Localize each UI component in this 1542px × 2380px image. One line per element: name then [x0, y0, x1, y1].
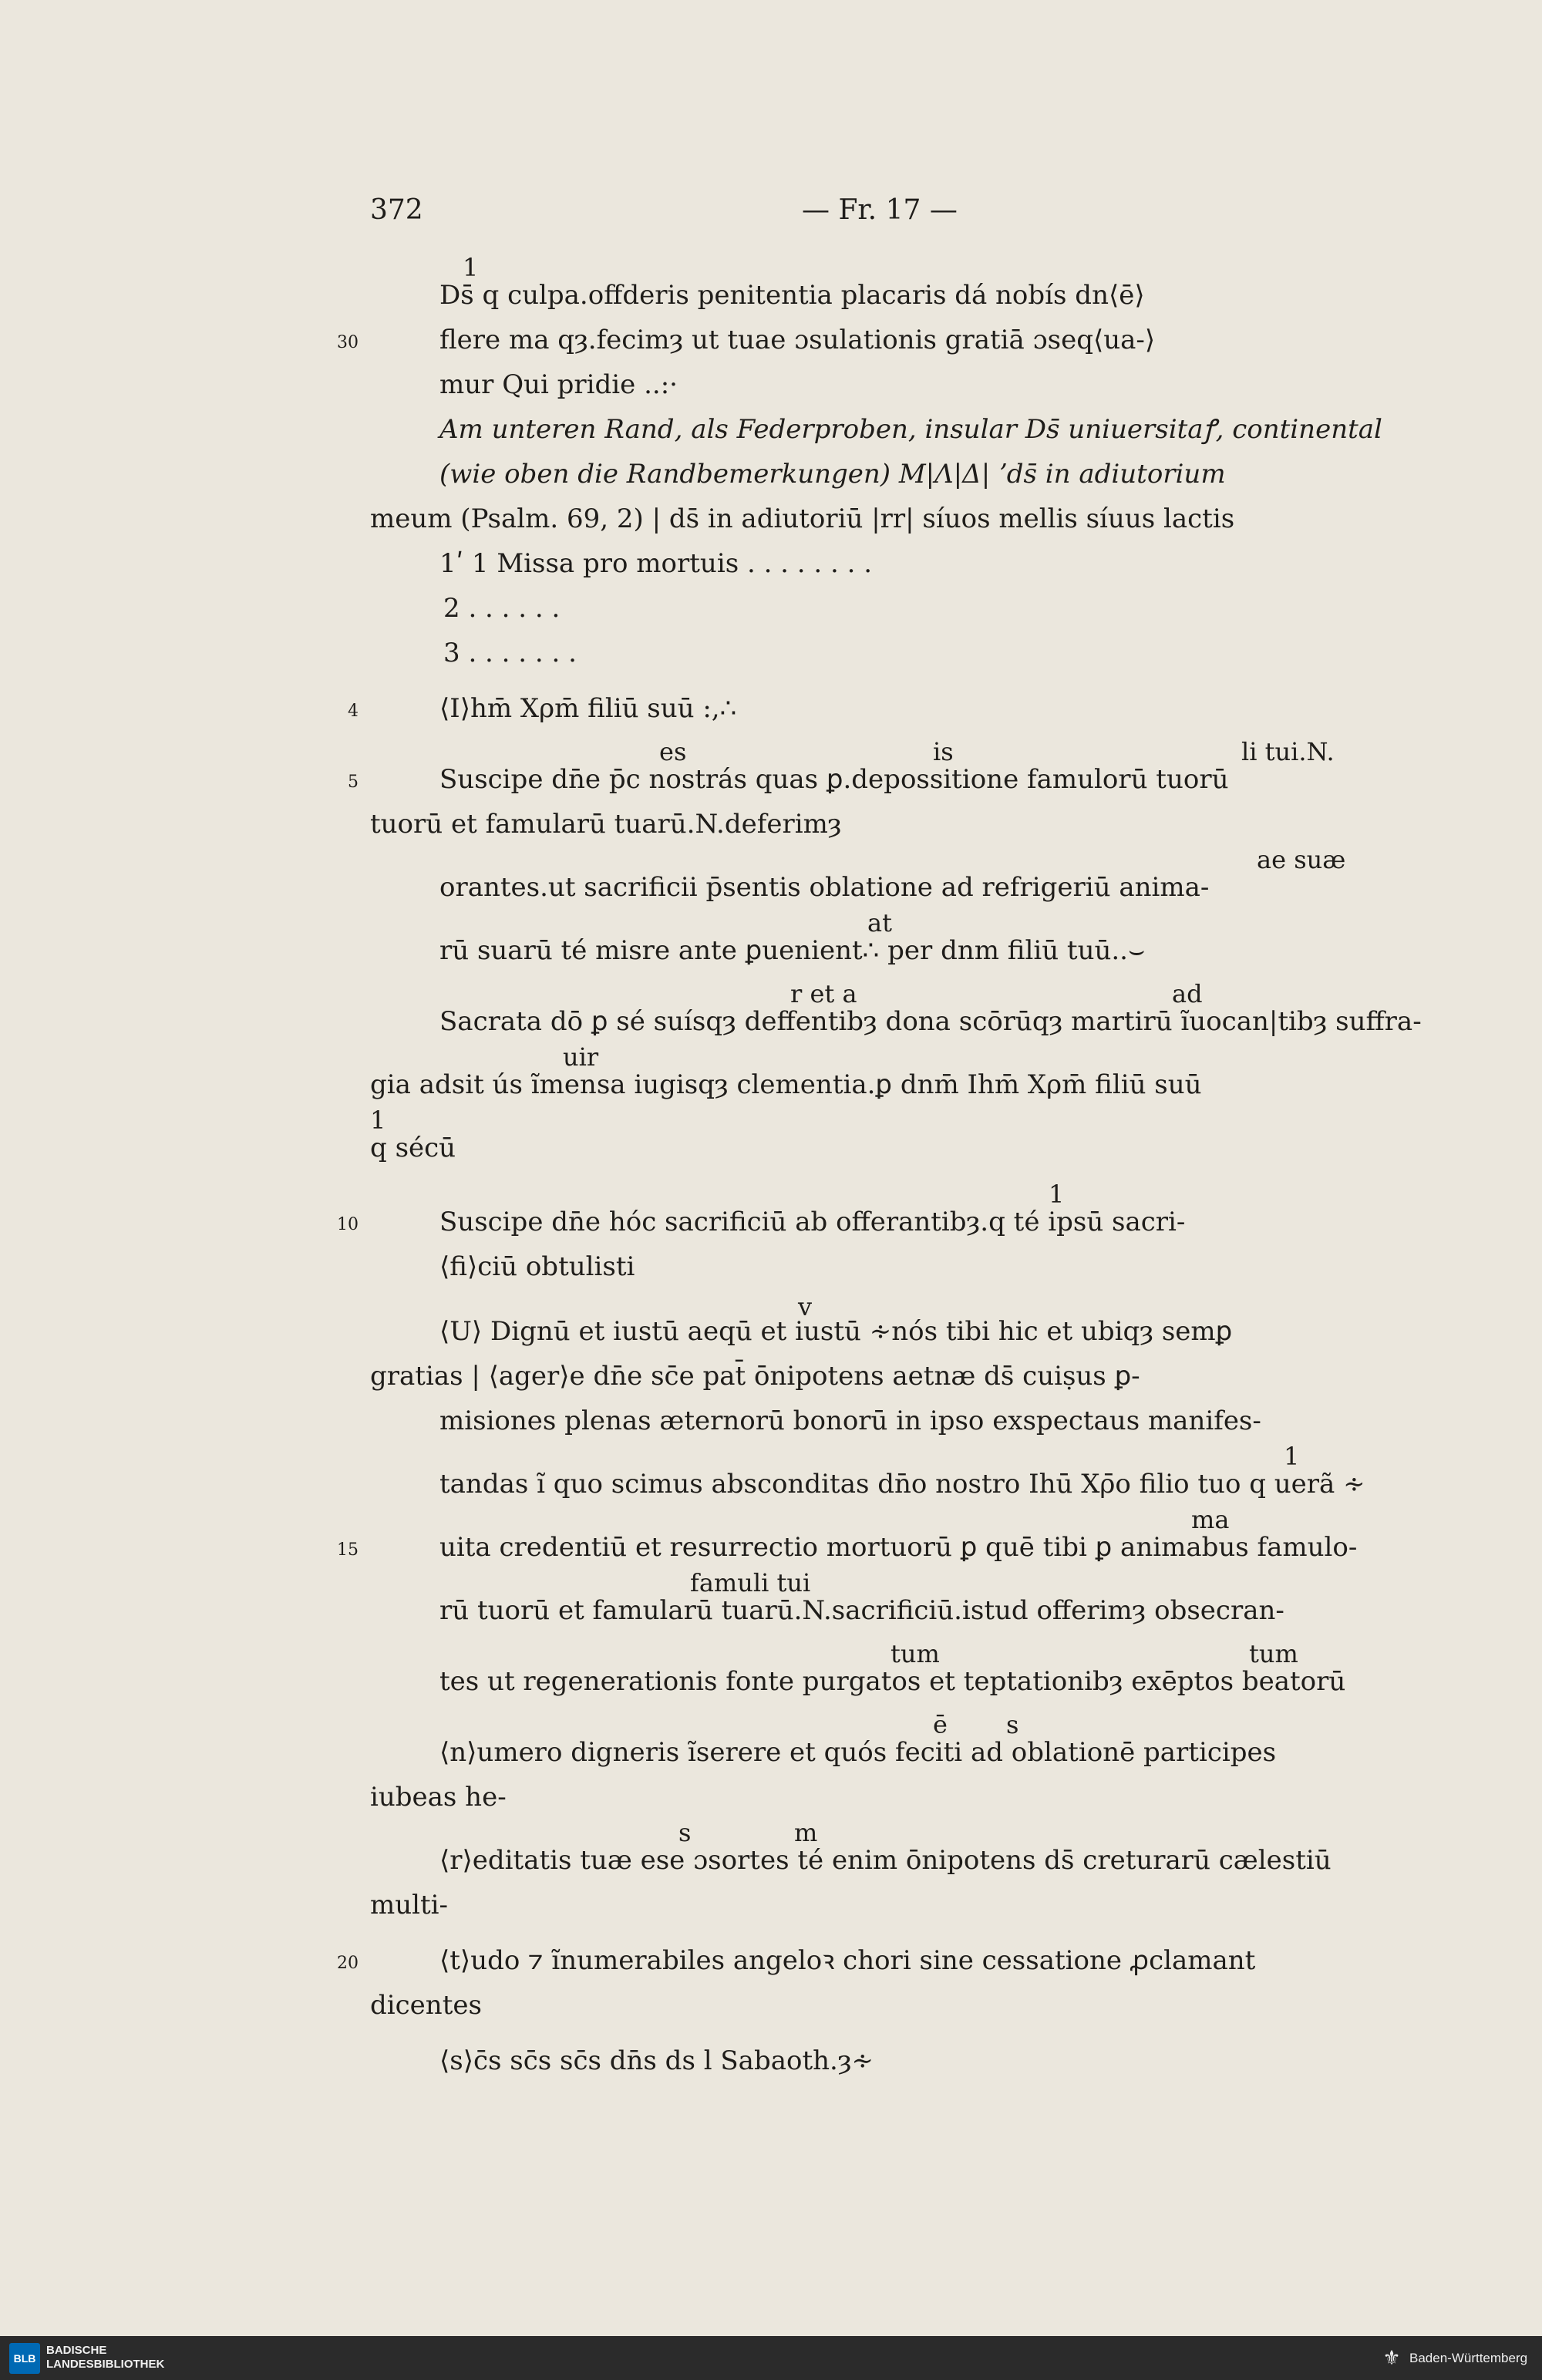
line-text: gratias | ⟨ager⟩e dn̄e sc̄e pat̄ ōnipotens aetnæ ds̄ cuiṣus ꝑ- — [370, 1361, 1140, 1392]
text-line — [370, 1244, 1407, 1289]
text-line — [370, 802, 1407, 847]
line-text: mur Qui pridie ..:· — [439, 369, 678, 400]
superscript: is — [933, 737, 954, 766]
text-line — [370, 1462, 1407, 1506]
superscript: ma — [1191, 1505, 1230, 1534]
line-number: 15 — [337, 1540, 359, 1560]
line-text: rū tuorū et famularū tuarū.N.sacrificiū.istud offerimȝ obsecran- — [439, 1595, 1284, 1626]
superscript: at — [867, 908, 892, 938]
line-text: meum (Psalm. 69, 2) | ds̄ in adiutoriū |rr| síuos mellis síuus lactis — [370, 503, 1235, 534]
line-text: tes ut regenerationis fonte purgatos et teptationibȝ exēptos beatorū — [439, 1666, 1346, 1697]
line-number: 4 — [348, 702, 359, 721]
line-text: Am unteren Rand, als Federproben, insular Ds̄ uniuersitaꝭ, continental (wie oben die Randbemerkungen) M|Λ|Δ| ʼds̄ in adiutorium — [439, 414, 1382, 490]
text-line — [337, 1200, 1407, 1244]
line-text: dicentes — [370, 1990, 482, 2021]
text-line — [370, 1983, 1407, 2028]
page-header — [370, 194, 1403, 233]
text-line — [337, 1525, 1407, 1570]
line-text: Suscipe dn̄e hóc sacrificiū ab offerantibȝ.q té ipsū sacri- — [439, 1207, 1186, 1237]
superscript: ae suæ — [1257, 845, 1346, 874]
line-text: iubeas he- — [370, 1782, 507, 1813]
line-text: Suscipe dn̄e p̄c nostrás quas ꝑ.depossitione famulorū tuorū — [439, 764, 1229, 795]
line-text: ⟨s⟩c̄s sc̄s sc̄s dn̄s ds l Sabaoth.ȝ∻ — [439, 2045, 874, 2076]
text-line — [348, 686, 1407, 731]
text-line — [337, 1938, 1407, 1983]
text-line — [370, 586, 1407, 631]
superscript: es — [659, 737, 687, 766]
line-text: tuorū et famularū tuarū.N.deferimȝ — [370, 809, 842, 840]
superscript: ē — [933, 1710, 948, 1739]
line-text: ⟨I⟩hm̄ Xρm̄ filiū suū :,∴ — [439, 693, 737, 724]
line-number: 30 — [337, 333, 359, 352]
text-line — [337, 318, 1407, 362]
superscript: m — [794, 1818, 818, 1847]
line-text: 3 . . . . . . . — [443, 638, 577, 668]
line-number: 5 — [348, 773, 359, 792]
superscript: ad — [1172, 979, 1203, 1008]
text-line — [370, 1775, 1407, 1820]
superscript: r et a — [790, 979, 857, 1008]
superscript: famuli tui — [690, 1568, 811, 1597]
library-name — [46, 2344, 164, 2372]
superscript: 1 — [1049, 1180, 1065, 1209]
text-line — [370, 1588, 1407, 1633]
superscript: s — [678, 1818, 692, 1847]
text-line — [370, 865, 1407, 910]
text-line — [370, 1659, 1407, 1704]
line-text: flere ma qȝ.fecimȝ ut tuae ɔsulationis gratiā ɔseq⟨ua-⟩ — [439, 325, 1156, 355]
text-line — [370, 273, 1407, 318]
line-text: q sécū — [370, 1133, 456, 1163]
line-text: Ds̄ q culpa.offderis penitentia placaris dá nobís dn⟨ē⟩ — [439, 280, 1145, 311]
library-name-line: LANDESBIBLIOTHEK — [46, 2358, 165, 2371]
line-text: 1ʹ 1 Missa pro mortuis . . . . . . . . — [439, 548, 873, 579]
text-line — [370, 1126, 1407, 1170]
line-text: multi- — [370, 1890, 449, 1920]
text-line — [370, 362, 1407, 407]
line-text: uita credentiū et resurrectio mortuorū ꝑ quē tibi ꝑ animabus famulo- — [439, 1532, 1358, 1563]
line-text: ⟨U⟩ Dignū et iustū aeqū et iustū ∻nós tibi hic et ubiqȝ semꝑ — [439, 1316, 1233, 1347]
text-line — [370, 541, 1407, 586]
state-crest-icon: ⚜ — [1382, 2347, 1401, 2370]
line-text: ⟨r⟩editatis tuæ ese ɔsortes té enim ōnipotens ds̄ creturarū cælestiū — [439, 1845, 1332, 1876]
superscript: v — [798, 1292, 813, 1321]
text-line — [348, 757, 1407, 802]
line-number: 10 — [337, 1215, 359, 1234]
line-number: 20 — [337, 1954, 359, 1973]
line-text: 2 . . . . . . — [443, 593, 561, 624]
state-name[interactable]: Baden-Württemberg — [1409, 2351, 1528, 2365]
text-line — [370, 1062, 1407, 1107]
edition-text — [337, 253, 1422, 2083]
text-line — [370, 1399, 1407, 1443]
text-line — [370, 631, 1407, 675]
line-text: orantes.ut sacrificii p̄sentis oblatione ad refrigeriū anima- — [439, 872, 1210, 903]
line-text: ⟨n⟩umero digneris ĩserere et quós feciti ad oblationē participes — [439, 1737, 1277, 1768]
superscript: 1 — [370, 1106, 386, 1135]
superscript: tum — [1249, 1639, 1298, 1668]
line-text: ⟨t⟩udo ⁊ ĩnumerabiles angeloꝛ chori sine cessatione ꝓclamant — [439, 1945, 1256, 1976]
text-line — [370, 1883, 1407, 1927]
line-text: tandas ĩ quo scimus absconditas dn̄o nostro Ihū Xρ̄o filio tuo q uerã ∻ — [439, 1469, 1365, 1500]
superscript: 1 — [463, 253, 479, 282]
text-line — [370, 1309, 1407, 1354]
editorial-note — [370, 407, 1407, 497]
line-text: ⟨fi⟩ciū obtulisti — [439, 1251, 635, 1282]
page-number: 372 — [370, 194, 423, 226]
superscript: uir — [563, 1042, 599, 1072]
text-line — [370, 999, 1422, 1044]
text-line — [370, 2038, 1407, 2083]
superscript: s — [1006, 1710, 1019, 1739]
superscript: 1 — [1284, 1442, 1300, 1471]
superscript: tum — [891, 1639, 940, 1668]
line-text: Sacrata dō ꝑ sé suísqȝ deffentibȝ dona scōrūqȝ martirū ĩuocan|tibȝ suffra- — [439, 1006, 1422, 1037]
text-line — [370, 1838, 1407, 1883]
library-name-line: BADISCHE — [46, 2344, 107, 2357]
text-line — [370, 1730, 1407, 1775]
text-line — [370, 928, 1407, 973]
running-title: — Fr. 17 — — [802, 194, 958, 226]
superscript: li tui.N. — [1241, 737, 1335, 766]
text-line — [370, 497, 1407, 541]
viewer-footer — [0, 2336, 1542, 2380]
line-text: gia adsit ús ĩmensa iugisqȝ clementia.ꝑ dnm̄ Ihm̄ Xρm̄ filiū suū — [370, 1069, 1202, 1100]
line-text: rū suarū té misre ante ꝑuenient∴ per dnm filiū tuū..⌣ — [439, 935, 1146, 966]
text-line — [370, 1354, 1407, 1399]
blb-logo[interactable]: BLB — [9, 2343, 40, 2374]
line-text: misiones plenas æternorū bonorū in ipso exspectaus manifes- — [439, 1405, 1261, 1436]
